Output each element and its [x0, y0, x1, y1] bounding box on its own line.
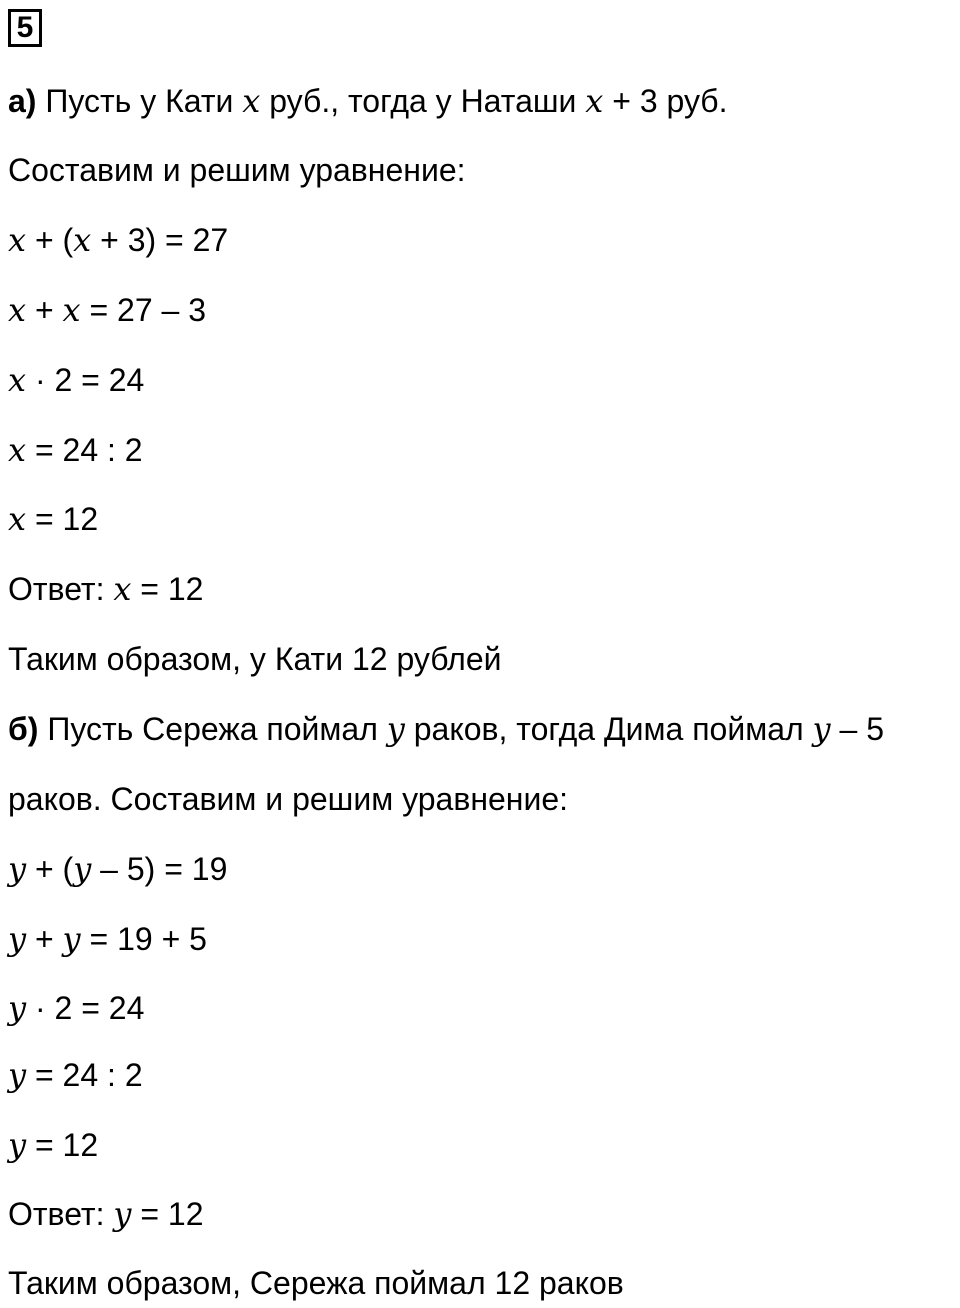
part-a-marker: а) — [8, 83, 37, 119]
part-a-answer: Ответ: x = 12 — [8, 570, 204, 608]
equation-b-5: y = 12 — [8, 1126, 99, 1164]
equation-b-3: y · 2 = 24 — [8, 989, 145, 1027]
variable-x: x — [8, 291, 27, 329]
equation-a-4: x = 24 : 2 — [8, 431, 143, 469]
variable-x: x — [242, 82, 261, 120]
part-b-marker: б) — [8, 711, 39, 747]
variable-y: y — [62, 920, 81, 958]
variable-x: x — [8, 361, 27, 399]
part-b-conclusion: Таким образом, Сережа поймал 12 раков — [8, 1265, 624, 1301]
part-a-compose-text: Составим и решим уравнение: — [8, 152, 466, 188]
variable-x: x — [8, 221, 27, 259]
part-a-conclusion: Таким образом, у Кати 12 рублей — [8, 641, 502, 677]
part-a-intro: а) Пусть у Кати x руб., тогда у Наташи x + 3 руб. — [8, 82, 728, 120]
variable-y: y — [73, 850, 92, 888]
part-b-intro-line2: раков. Составим и решим уравнение: — [8, 781, 569, 817]
variable-y: y — [8, 920, 27, 958]
equation-b-4: y = 24 : 2 — [8, 1056, 143, 1094]
variable-x: x — [8, 431, 27, 469]
part-b-answer: Ответ: y = 12 — [8, 1195, 204, 1233]
equation-a-2: x + x = 27 – 3 — [8, 291, 206, 329]
variable-y: y — [812, 710, 831, 748]
equation-a-1: x + (x + 3) = 27 — [8, 221, 229, 259]
equation-b-1: y + (y – 5) = 19 — [8, 850, 228, 888]
variable-y: y — [8, 1056, 27, 1094]
variable-x: x — [8, 500, 27, 538]
variable-y: y — [386, 710, 405, 748]
variable-y: y — [8, 1126, 27, 1164]
variable-y: y — [8, 850, 27, 888]
task-number: 5 — [16, 11, 34, 44]
equation-a-3: x · 2 = 24 — [8, 361, 145, 399]
variable-x: x — [73, 221, 92, 259]
variable-y: y — [113, 1195, 132, 1233]
variable-x: x — [113, 570, 132, 608]
variable-y: y — [8, 989, 27, 1027]
task-number-box — [8, 9, 42, 47]
part-b-intro-line1: б) Пусть Сережа поймал y раков, тогда Дима поймал y – 5 — [8, 710, 884, 748]
variable-x: x — [62, 291, 81, 329]
equation-b-2: y + y = 19 + 5 — [8, 920, 207, 958]
equation-a-5: x = 12 — [8, 500, 99, 538]
variable-x: x — [585, 82, 604, 120]
